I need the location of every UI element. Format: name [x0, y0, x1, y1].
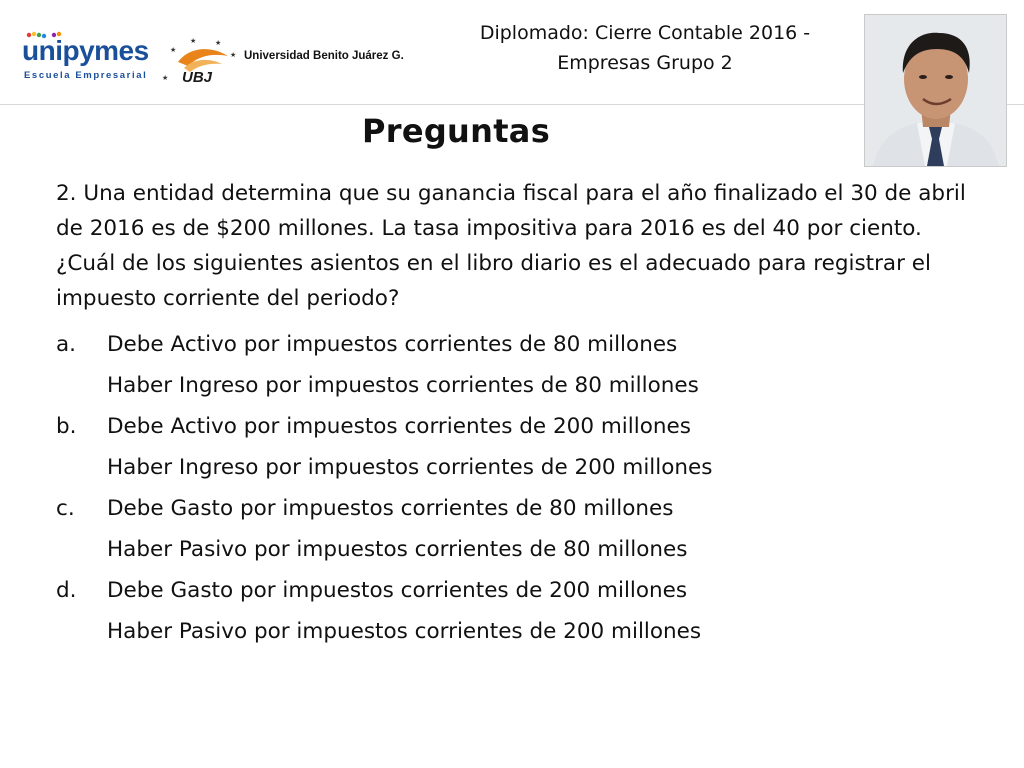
svg-text:★: ★ [215, 39, 222, 47]
svg-text:Escuela Empresarial: Escuela Empresarial [24, 70, 148, 81]
ubj-logo [160, 36, 410, 86]
option-letter: d. [56, 578, 77, 603]
option-credit-line: Haber Pasivo por impuestos corrientes de 80 millones [107, 537, 688, 562]
course-title-line1: Diplomado: Cierre Contable 2016 - [479, 22, 811, 44]
svg-text:★: ★ [162, 74, 169, 82]
ubj-emblem [160, 36, 242, 86]
option-credit-line: Haber Ingreso por impuestos corrientes de 80 millones [107, 373, 699, 398]
option-debit-line: Debe Gasto por impuestos corrientes de 80 millones [107, 496, 674, 521]
option-d [56, 570, 981, 652]
option-debit-line: Debe Activo por impuestos corrientes de 80 millones [107, 332, 678, 357]
svg-text:★: ★ [190, 37, 197, 45]
svg-text:UBJ: UBJ [182, 69, 213, 86]
option-debit-line: Debe Gasto por impuestos corrientes de 200 millones [107, 578, 688, 603]
option-b [56, 406, 981, 488]
slide-content [56, 176, 981, 652]
ubj-name: Universidad Benito Juárez G. [244, 50, 404, 62]
option-c [56, 488, 981, 570]
presenter-portrait [865, 15, 1006, 166]
presenter-photo [864, 14, 1007, 167]
option-letter: c. [56, 496, 75, 521]
option-credit-line: Haber Ingreso por impuestos corrientes de 200 millones [107, 455, 713, 480]
option-a [56, 324, 981, 406]
slide-title: Preguntas [362, 112, 551, 150]
unipymes-logo-graphic [20, 30, 150, 86]
question-text: 2. Una entidad determina que su ganancia fiscal para el año finalizado el 30 de abril de 2016 es de $200 millones. La tasa impositiva para 2016 es del 40 por ciento. ¿Cuál de los siguientes asientos en el libro diario es el adecuado para registrar el impuesto corriente del periodo? [56, 181, 966, 311]
option-credit-line: Haber Pasivo por impuestos corrientes de 200 millones [107, 619, 702, 644]
svg-text:★: ★ [170, 46, 177, 54]
course-title-line2: Empresas Grupo 2 [557, 52, 733, 74]
course-title [440, 18, 850, 78]
option-debit-line: Debe Activo por impuestos corrientes de 200 millones [107, 414, 691, 439]
unipymes-logo [20, 30, 150, 86]
svg-text:unipymes: unipymes [22, 35, 149, 66]
option-letter: b. [56, 414, 77, 439]
option-letter: a. [56, 332, 77, 357]
svg-text:★: ★ [230, 51, 237, 59]
